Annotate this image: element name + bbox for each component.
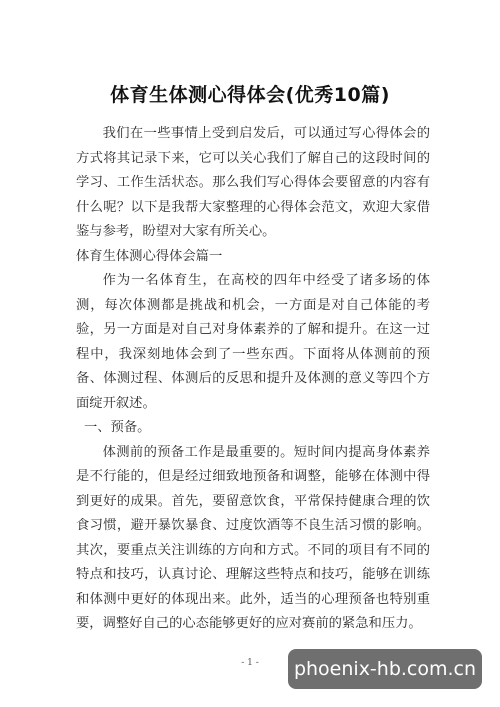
section-title: 体育生体测心得体会篇一 [76, 248, 223, 264]
paragraph-two: 体测前的预备工作是最重要的。短时间内提高身体素养是不行能的，但是经过细致地预备和调整，能够在体测中得到更好的成果。首先，要留意饮食，平常保持健康合理的饮食习惯，避开暴饮暴食、过度饮酒等不良生活习惯的影响。其次，要重点关注训练的方向和方式。不同的项目有不同的特点和技巧，认真讨论、理解这些特点和技巧，能够在训练和体测中更好的体现出来。此外，适当的心理预备也特别重要，调整好自己的心态能够更好的应对赛前的紧急和压力。 [76, 444, 430, 631]
subheading-preparation: 一、预备。 [83, 420, 151, 435]
page-number: - 1 - [241, 658, 259, 668]
intro-paragraph: 我们在一些事情上受到启发后，可以通过写心得体会的方式将其记录下来，它可以关心我们了解自己的这段时间的学习、工作生活状态。那么我们写心得体会要留意的内容有什么呢？以下是我帮大家整理的心得体会范文，欢迎大家借鉴与参考，盼望对大家有所关心。 [76, 126, 430, 239]
document-title: 体育生体测心得体会(优秀10篇) [110, 84, 390, 106]
paragraph-one: 作为一名体育生，在高校的四年中经受了诸多场的体测，每次体测都是挑战和机会，一方面是对自己体能的考验，另一方面是对自己对身体素养的了解和提升。在这一过程中，我深刻地体会到了一些东西。下面将从体测前的预备、体测过程、体测后的反思和提升及体测的意义等四个方面绽开叙述。 [76, 273, 430, 411]
document-body [76, 122, 430, 637]
watermark-badge: phoenix-hb.com.cn [288, 649, 482, 689]
